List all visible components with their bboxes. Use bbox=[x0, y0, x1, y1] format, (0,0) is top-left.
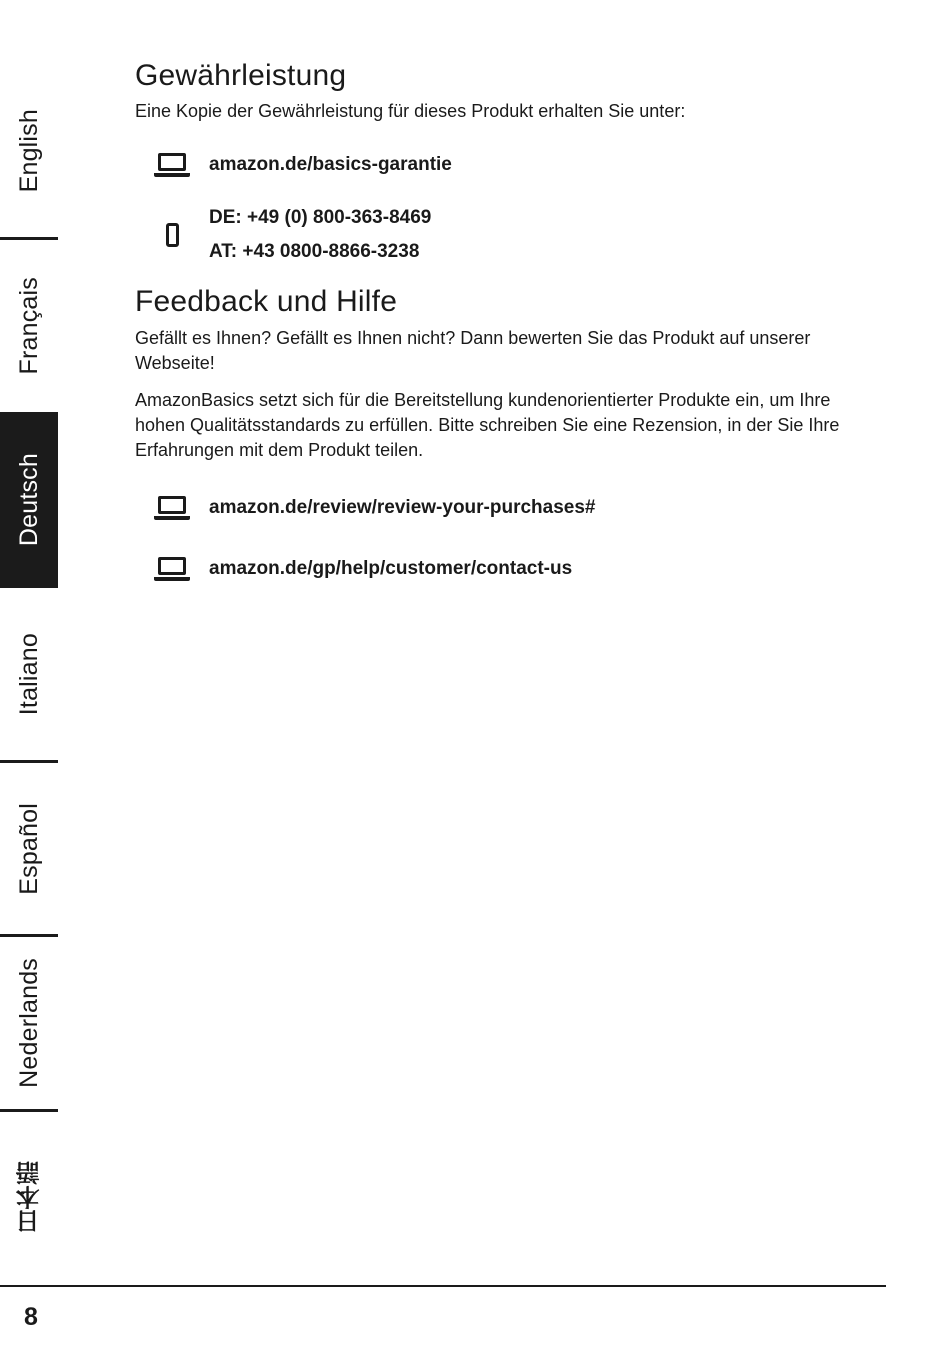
laptop-icon bbox=[135, 557, 209, 581]
lang-tab-espanol[interactable] bbox=[0, 763, 58, 934]
warranty-link[interactable]: amazon.de/basics-garantie bbox=[209, 154, 452, 175]
warranty-intro: Eine Kopie der Gewährleistung für dieses Produkt erhalten Sie unter: bbox=[135, 101, 686, 121]
laptop-icon bbox=[135, 153, 209, 177]
phone-numbers bbox=[209, 201, 431, 269]
warranty-link-row bbox=[135, 146, 880, 184]
contact-link[interactable]: amazon.de/gp/help/customer/contact-us bbox=[209, 558, 573, 579]
laptop-icon bbox=[135, 496, 209, 520]
lang-tab-english[interactable] bbox=[0, 65, 58, 237]
phone-at[interactable]: AT: +43 0800-8866-3238 bbox=[209, 241, 420, 262]
review-link[interactable]: amazon.de/review/review-your-purchases# bbox=[209, 497, 596, 518]
lang-tab-label: Nederlands bbox=[14, 958, 43, 1088]
phone-icon bbox=[135, 223, 209, 247]
phone-de[interactable]: DE: +49 (0) 800-363-8469 bbox=[209, 207, 432, 228]
lang-tab-label: Deutsch bbox=[14, 453, 43, 547]
feedback-heading: Feedback und Hilfe bbox=[135, 285, 398, 318]
lang-tab-francais[interactable] bbox=[0, 240, 58, 412]
feedback-para-1: Gefällt es Ihnen? Gefällt es Ihnen nicht? Dann bewerten Sie das Produkt auf unserer Webseite! bbox=[135, 328, 811, 373]
lang-tab-label: English bbox=[14, 109, 43, 193]
footer-divider bbox=[0, 1285, 886, 1287]
lang-tab-label: Español bbox=[14, 802, 43, 895]
lang-tab-japanese[interactable] bbox=[0, 1112, 58, 1282]
contact-link-row bbox=[135, 550, 880, 588]
phone-row bbox=[135, 201, 880, 269]
feedback-para-2: AmazonBasics setzt sich für die Bereitstellung kundenorientierter Produkte ein, um Ihre hohen Qualitätsstandards zu erfüllen. Bitte schreiben Sie eine Rezension, in der Sie Ihre Erfahrungen mit dem Produkt teilen. bbox=[135, 390, 840, 460]
review-link-row bbox=[135, 489, 880, 527]
lang-tab-label: 日本語 bbox=[15, 1160, 44, 1234]
lang-tab-label: Français bbox=[14, 277, 43, 375]
lang-tab-label: Italiano bbox=[14, 632, 43, 716]
lang-tab-italiano[interactable] bbox=[0, 588, 58, 760]
lang-tab-nederlands[interactable] bbox=[0, 937, 58, 1109]
page-number: 8 bbox=[24, 1303, 38, 1331]
lang-tab-deutsch[interactable] bbox=[0, 412, 58, 588]
warranty-heading: Gewährleistung bbox=[135, 59, 347, 92]
main-content bbox=[135, 58, 880, 588]
